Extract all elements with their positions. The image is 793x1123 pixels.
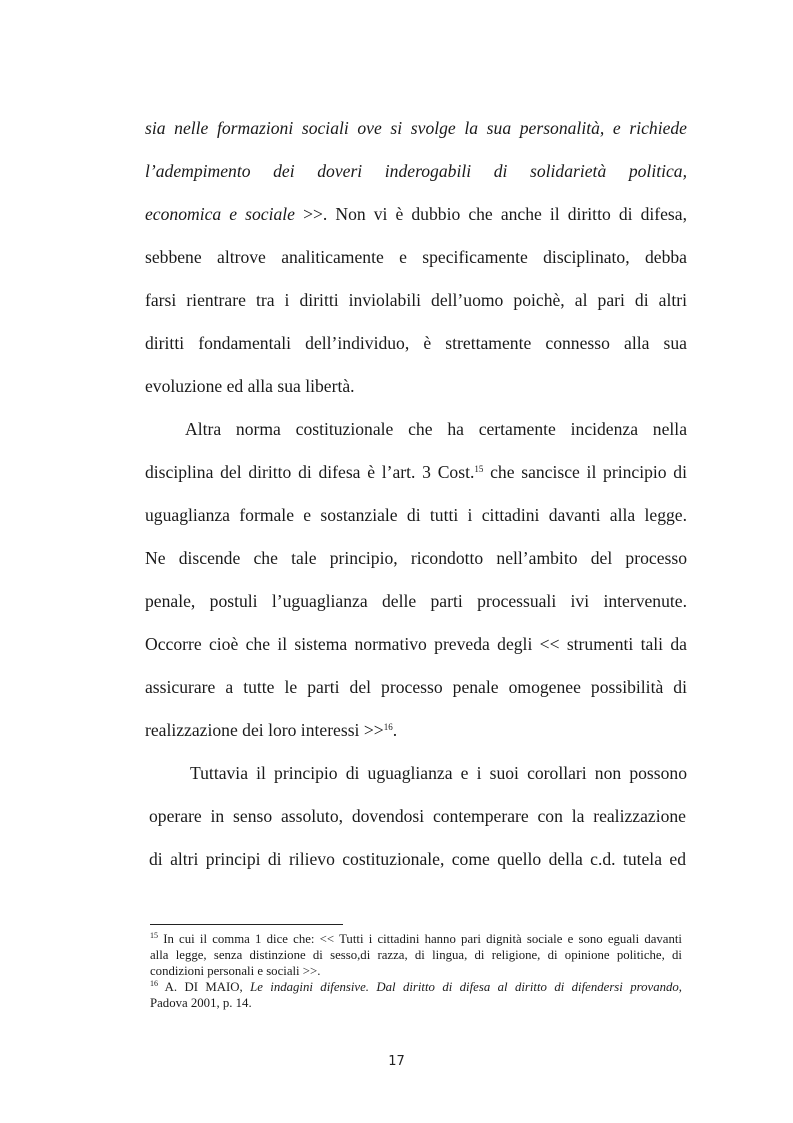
body-line: penale, postuli l’uguaglianza delle parti processuali ivi intervenute. (145, 591, 687, 611)
italic-text: economica e sociale (145, 204, 295, 224)
body-line (145, 461, 687, 483)
footnote-line: Padova 2001, p. 14. (150, 996, 252, 1010)
body-line (145, 719, 687, 741)
body-text: disciplina del diritto di difesa è l’art. 3 Cost. (145, 462, 475, 482)
body-line: Occorre cioè che il sistema normativo preveda degli << strumenti tali da (145, 634, 687, 654)
footnote-title: Le indagini difensive. Dal diritto di difesa al diritto di difendersi provando (250, 980, 679, 994)
body-line: diritti fondamentali dell’individuo, è strettamente connesso alla sua (145, 333, 687, 353)
body-line: evoluzione ed alla sua libertà. (145, 376, 355, 396)
footnote-separator (150, 924, 343, 925)
footnote-15 (150, 932, 682, 947)
footnote-ref-16: 16 (383, 722, 393, 732)
footnote-line: condizioni personali e sociali >>. (150, 964, 321, 978)
body-line (145, 203, 687, 225)
footnote-number: 16 (150, 979, 158, 988)
body-line: Ne discende che tale principio, ricondotto nell’ambito del processo (145, 548, 687, 568)
footnote-ref-15: 15 (474, 464, 484, 474)
body-text: realizzazione dei loro interessi >> (145, 720, 384, 740)
footnote-text: In cui il comma 1 dice che: << Tutti i cittadini hanno pari dignità sociale e sono eguali davanti (158, 932, 682, 946)
body-line: uguaglianza formale e sostanziale di tutti i cittadini davanti alla legge. (145, 505, 687, 525)
body-line: farsi rientrare tra i diritti inviolabili dell’uomo poichè, al pari di altri (145, 290, 687, 310)
page-number: 17 (388, 1054, 405, 1069)
body-line: l’adempimento dei doveri inderogabili di solidarietà politica, (145, 161, 687, 181)
body-line: sia nelle formazioni sociali ove si svolge la sua personalità, e richiede (145, 118, 687, 138)
body-line: Altra norma costituzionale che ha certamente incidenza nella (185, 419, 687, 439)
body-line: operare in senso assoluto, dovendosi contemperare con la realizzazione (149, 806, 686, 826)
footnote-line: alla legge, senza distinzione di sesso,di razza, di lingua, di religione, di opinione politiche, di (150, 948, 682, 962)
body-text: >>. Non vi è dubbio che anche il diritto di difesa, (295, 204, 687, 224)
footnote-text: , (678, 980, 682, 994)
footnote-number: 15 (150, 931, 158, 940)
body-text: . (392, 720, 398, 740)
body-line: assicurare a tutte le parti del processo penale omogenee possibilità di (145, 677, 687, 697)
body-text: che sancisce il principio di (483, 462, 687, 482)
footnote-text: A. DI MAIO, (158, 980, 251, 994)
body-line: Tuttavia il principio di uguaglianza e i suoi corollari non possono (190, 763, 687, 783)
body-line: di altri principi di rilievo costituzionale, come quello della c.d. tutela ed (149, 849, 686, 869)
footnote-16 (150, 980, 682, 995)
body-line: sebbene altrove analiticamente e specificamente disciplinato, debba (145, 247, 687, 267)
